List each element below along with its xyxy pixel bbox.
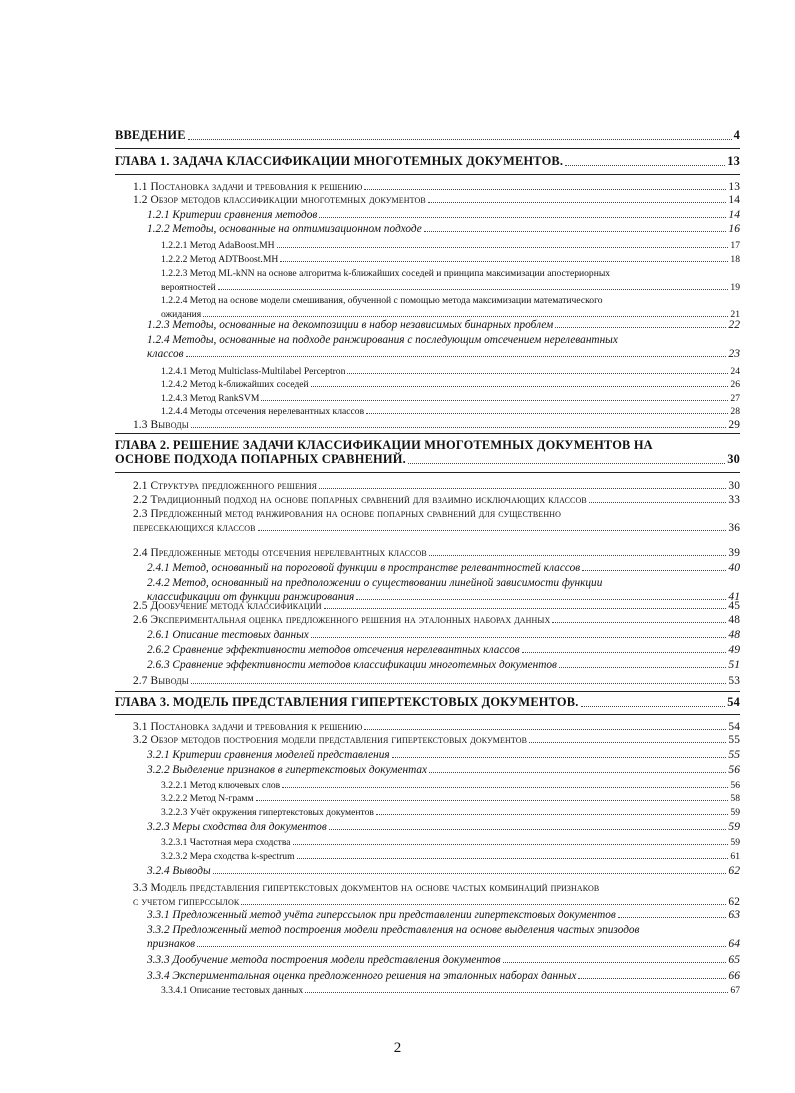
toc-entry-title: 2.4 Предложенные методы отсечения нерелевантных классов [133, 547, 427, 559]
toc-page-number: 30 [728, 480, 740, 492]
dot-leader [429, 772, 726, 773]
toc-page-number: 48 [728, 614, 740, 626]
toc-page-number: 4 [733, 129, 740, 142]
dot-leader [347, 373, 728, 374]
toc-page-number: 29 [728, 419, 740, 431]
toc-entry-title: 1.2.4.2 Метод k-ближайших соседей [161, 379, 309, 390]
toc-page-number: 27 [730, 393, 740, 404]
toc-page-number: 56 [728, 763, 740, 776]
dot-leader [311, 637, 727, 638]
toc-page-number: 61 [730, 851, 740, 862]
dot-leader [559, 667, 726, 668]
dot-leader [218, 289, 729, 290]
toc-page-number: 36 [728, 522, 740, 534]
toc-page-number: 40 [728, 561, 740, 574]
toc-page-number: 16 [728, 222, 740, 235]
dot-leader [280, 261, 728, 262]
toc-entry-title: ожидания [161, 309, 202, 320]
dot-leader [241, 904, 726, 905]
toc-entry[interactable] [147, 922, 740, 954]
toc-page-number: 21 [730, 309, 740, 320]
dot-leader [191, 683, 727, 684]
dot-leader [311, 386, 729, 387]
toc-page-number: 65 [728, 953, 740, 966]
dot-leader [319, 217, 726, 218]
toc-entry-title: 3.2.3.1 Частотная мера сходства [161, 837, 291, 848]
toc-page-number: 22 [728, 318, 740, 331]
toc-entry-title: 1.2.4 Методы, основанные на подходе ранжирования с последующим отсечением нерелевантных [147, 334, 618, 346]
dot-leader [366, 413, 728, 414]
section-rule [115, 714, 740, 715]
toc-entry-title: 1.2.1 Критерии сравнения методов [147, 209, 318, 221]
dot-leader [282, 787, 728, 788]
dot-leader [197, 946, 726, 947]
dot-leader [305, 992, 728, 993]
toc-entry[interactable] [133, 506, 740, 538]
dot-leader [376, 814, 728, 815]
toc-page-number: 63 [728, 908, 740, 921]
toc-entry[interactable] [161, 982, 740, 1000]
dot-leader [364, 189, 726, 190]
toc-page-number: 28 [730, 406, 740, 417]
toc-page-number: 58 [730, 793, 740, 804]
dot-leader [581, 706, 726, 707]
toc-page-number: 41 [728, 590, 740, 603]
toc-entry-title: 1.2.2.1 Метод AdaBoost.MH [161, 240, 275, 251]
toc-entry-title: ГЛАВА 1. ЗАДАЧА КЛАССИФИКАЦИИ МНОГОТЕМНЫХ ДОКУМЕНТОВ. [115, 155, 564, 168]
toc-entry[interactable] [133, 673, 740, 691]
toc-entry-title: 3.2.2.1 Метод ключевых слов [161, 780, 281, 791]
dot-leader [429, 555, 727, 556]
dot-leader [277, 247, 729, 248]
dot-leader [188, 139, 732, 140]
dot-leader [364, 729, 726, 730]
toc-page-number: 14 [728, 194, 740, 206]
toc-entry-title: 2.6 Экспериментальная оценка предложенного решения на эталонных наборах данных [133, 614, 551, 626]
toc-entry-title: 3.2 Обзор методов построения модели представления гипертекстовых документов [133, 734, 528, 746]
dot-leader [408, 463, 725, 464]
dot-leader [529, 742, 726, 743]
toc-page-number: 54 [728, 721, 740, 733]
toc-entry-title: ВВЕДЕНИЕ [115, 129, 186, 142]
toc-entry-title: 3.3 Модель представления гипертекстовых документов на основе частых комбинаций признаков [133, 882, 600, 894]
dot-leader [324, 608, 727, 609]
toc-entry-title: 3.3.4.1 Описание тестовых данных [161, 985, 304, 996]
toc-page-number: 53 [728, 675, 740, 687]
toc-entry-title: 3.3.1 Предложенный метод учёта гиперссылок при представлении гипертекстовых документов [147, 909, 616, 921]
toc-page-number: 19 [730, 282, 740, 293]
toc-page-number: 30 [727, 452, 740, 466]
toc-page-number: 18 [730, 254, 740, 265]
toc-page-number: 48 [728, 628, 740, 641]
toc-entry-title: 3.2.2.3 Учёт окружения гипертекстовых документов [161, 807, 374, 818]
dot-leader [424, 231, 727, 232]
dot-leader [329, 829, 727, 830]
toc-entry-title: 2.4.2 Метод, основанный на предположении о существовании линейной зависимости функции [147, 577, 603, 589]
toc-page-number: 54 [727, 696, 740, 709]
dot-leader [319, 488, 726, 489]
toc-entry-title: 1.2.2.3 Метод ML-kNN на основе алгоритма k-ближайших соседей и принципа максимизации апостериорных [161, 268, 611, 279]
toc-page-number: 59 [728, 820, 740, 833]
toc-entry-title: 2.3 Предложенный метод ранжирования на основе попарных сравнений для существенно [133, 508, 561, 520]
toc-entry-title: 1.1 Постановка задачи и требования к решению [133, 181, 363, 193]
dot-leader [213, 873, 727, 874]
toc-entry-title: 1.2.4.1 Метод Multiclass-Multilabel Perceptron [161, 366, 346, 377]
toc-page-number: 14 [728, 208, 740, 221]
toc-page-number: 23 [728, 347, 740, 360]
toc-entry-title: 2.6.3 Сравнение эффективности методов классификации многотемных документов [147, 659, 557, 671]
toc-page-number: 24 [730, 366, 740, 377]
dot-leader [186, 356, 727, 357]
toc-page-number: 51 [728, 658, 740, 671]
toc-page-number: 17 [730, 240, 740, 251]
toc-entry-title: 3.3.3 Дообучение метода построения модели представления документов [147, 954, 501, 966]
toc-entry-title: 1.2.4.3 Метод RankSVM [161, 393, 260, 404]
toc-page-number: 33 [728, 494, 740, 506]
toc-page-number: 55 [728, 748, 740, 761]
toc-entry-title: классификации от функции ранжирования [147, 591, 355, 603]
dot-leader [555, 327, 726, 328]
toc-entry-title: 1.2.2.2 Метод ADTBoost.MH [161, 254, 279, 265]
toc-page-number: 64 [728, 937, 740, 950]
section-rule [115, 174, 740, 175]
toc-entry[interactable] [115, 129, 740, 147]
dot-leader [522, 652, 727, 653]
toc-entry-title: 3.3.4 Экспериментальная оценка предложенного решения на эталонных наборах данных [147, 970, 577, 982]
toc-page-number: 45 [728, 600, 740, 612]
toc-entry-title: 1.2.2 Методы, основанные на оптимизационном подходе [147, 223, 422, 235]
toc-entry-title: 2.7 Выводы [133, 675, 189, 687]
dot-leader [582, 570, 726, 571]
toc-entry-title: 2.6.1 Описание тестовых данных [147, 629, 309, 641]
toc-entry-title: 1.2.4.4 Методы отсечения нерелевантных классов [161, 406, 365, 417]
toc-entry-title: 3.2.3 Меры сходства для документов [147, 821, 327, 833]
dot-leader [503, 962, 727, 963]
dot-leader [258, 530, 727, 531]
toc-page-number: 26 [730, 379, 740, 390]
dot-leader [191, 427, 727, 428]
toc-page-number: 55 [728, 734, 740, 746]
toc-entry-title: пересекающихся классов [133, 522, 256, 534]
dot-leader [256, 800, 729, 801]
toc-entry-title: 1.3 Выводы [133, 419, 189, 431]
section-rule [115, 691, 740, 692]
toc-page-number: 59 [730, 837, 740, 848]
toc-page-number: 39 [728, 547, 740, 559]
dot-leader [293, 844, 729, 845]
toc-entry-title: 1.2.2.4 Метод на основе модели смешивания, обученной с помощью метода максимизации математического [161, 295, 603, 306]
toc-entry-title: 1.2.3 Методы, основанные на декомпозиции в набор независимых бинарных проблем [147, 319, 554, 331]
toc-page-number: 67 [730, 985, 740, 996]
toc-page-number: 49 [728, 643, 740, 656]
toc-entry[interactable] [115, 696, 740, 714]
toc-entry-title: 3.2.4 Выводы [147, 865, 211, 877]
toc-entry-title: ОСНОВЕ ПОДХОДА ПОПАРНЫХ СРАВНЕНИЙ. [115, 452, 406, 466]
toc-entry-title: 1.2 Обзор методов классификации многотемных документов [133, 194, 426, 206]
dot-leader [552, 622, 726, 623]
toc-entry-title: 3.1 Постановка задачи и требования к решению [133, 721, 363, 733]
toc-page-number: 59 [730, 807, 740, 818]
toc-entry[interactable] [147, 863, 740, 881]
dot-leader [565, 165, 725, 166]
dot-leader [589, 502, 727, 503]
toc-entry-title: 2.2 Традиционный подход на основе попарных сравнений для взаимно исключающих классов [133, 494, 587, 506]
toc-entry-title: 2.1 Структура предложенного решения [133, 480, 318, 492]
dot-leader [392, 757, 727, 758]
toc-entry-title: классов [147, 348, 184, 360]
section-rule [115, 148, 740, 149]
dot-leader [261, 400, 728, 401]
toc-entry-title: с учетом гиперссылок [133, 896, 240, 908]
page-number: 2 [393, 1040, 402, 1056]
toc-entry-title: 2.6.2 Сравнение эффективности методов отсечения нерелевантных классов [147, 644, 520, 656]
toc-entry-title: 3.2.3.2 Мера сходства k-spectrum [161, 851, 295, 862]
dot-leader [578, 978, 726, 979]
toc-entry[interactable] [133, 417, 740, 435]
toc-entry-title: 3.2.2.2 Метод N-грамм [161, 793, 254, 804]
dot-leader [618, 917, 727, 918]
toc-entry-title: 3.2.2 Выделение признаков в гипертекстовых документах [147, 764, 428, 776]
toc-entry-title: вероятностей [161, 282, 216, 293]
dot-leader [297, 858, 729, 859]
toc-page-number: 13 [727, 155, 740, 168]
toc-entry-title: ГЛАВА 3. МОДЕЛЬ ПРЕДСТАВЛЕНИЯ ГИПЕРТЕКСТОВЫХ ДОКУМЕНТОВ. [115, 696, 579, 709]
toc-page-number: 56 [730, 780, 740, 791]
dot-leader [428, 202, 727, 203]
section-rule [115, 472, 740, 473]
toc-entry-title: ГЛАВА 2. РЕШЕНИЕ ЗАДАЧИ КЛАССИФИКАЦИИ МНОГОТЕМНЫХ ДОКУМЕНТОВ НА [115, 439, 653, 452]
toc-entry-title: 2.5 Дообучение метода классификации [133, 600, 322, 612]
toc-entry-title: 3.3.2 Предложенный метод построения модели представления на основе выделения частых эпизодов [147, 924, 640, 936]
toc-page-number: 62 [728, 896, 740, 908]
toc-entry-title: 3.2.1 Критерии сравнения моделей представления [147, 749, 390, 761]
toc-entry[interactable] [147, 332, 740, 364]
toc-page-number: 62 [728, 864, 740, 877]
toc-entry[interactable] [115, 439, 740, 471]
toc-page-number: 13 [728, 181, 740, 193]
toc-page-number: 66 [728, 969, 740, 982]
toc-entry[interactable] [115, 155, 740, 173]
toc-entry-title: признаков [147, 938, 196, 950]
toc-entry-title: 2.4.1 Метод, основанный на пороговой функции в пространстве релевантностей классов [147, 562, 581, 574]
